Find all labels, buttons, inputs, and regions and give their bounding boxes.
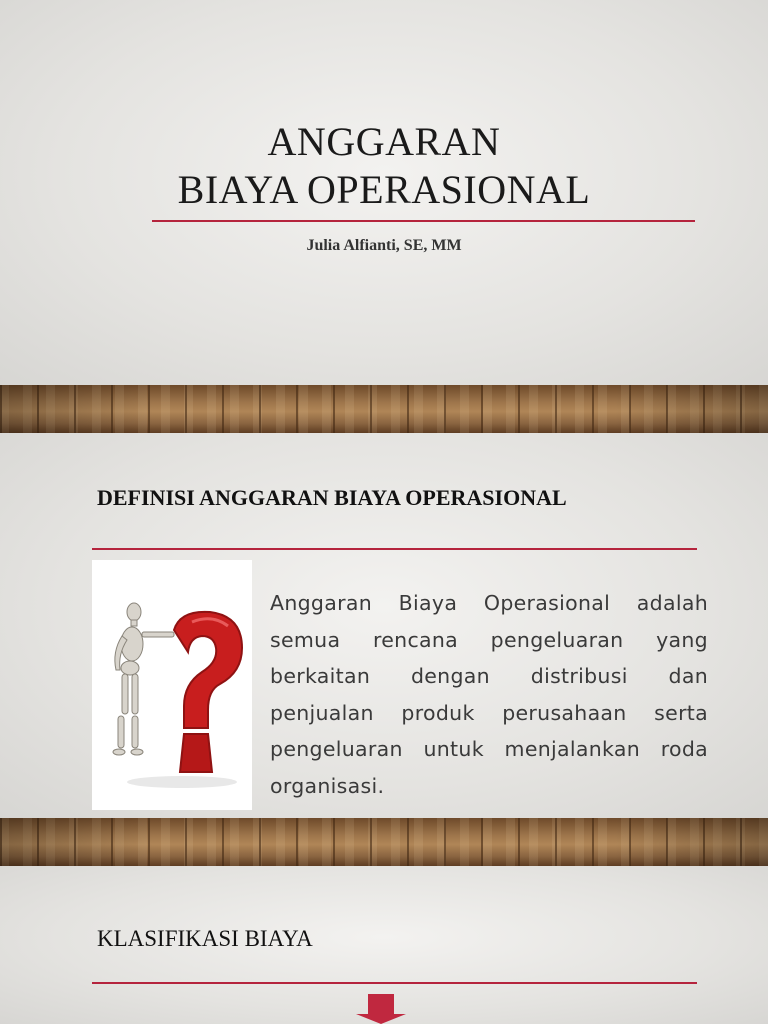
definition-text: Anggaran Biaya Operasional adalah semua rencana pengeluaran yang berkaitan dengan distribusi dan penjualan produk perusahaan serta pengeluaran untuk menjalankan roda organisasi. xyxy=(270,591,708,798)
definition-divider xyxy=(92,548,697,550)
definition-heading: DEFINISI ANGGARAN BIAYA OPERASIONAL xyxy=(97,485,567,510)
wood-floor-divider-2 xyxy=(0,818,768,866)
author-name: Julia Alfianti, SE, MM xyxy=(306,237,462,254)
slide-title xyxy=(0,118,768,214)
question-mark-figure-icon xyxy=(92,560,252,810)
slide-title-line-2: BIAYA OPERASIONAL xyxy=(177,167,591,212)
wood-floor-divider xyxy=(0,385,768,433)
question-figure-image xyxy=(92,560,252,810)
slide-title-line-1: ANGGARAN xyxy=(267,119,501,164)
classification-divider xyxy=(92,982,697,984)
classification-heading: KLASIFIKASI BIAYA xyxy=(97,926,313,951)
arrow-down-icon xyxy=(356,994,406,1024)
title-slide xyxy=(0,0,768,385)
title-divider xyxy=(152,220,695,222)
